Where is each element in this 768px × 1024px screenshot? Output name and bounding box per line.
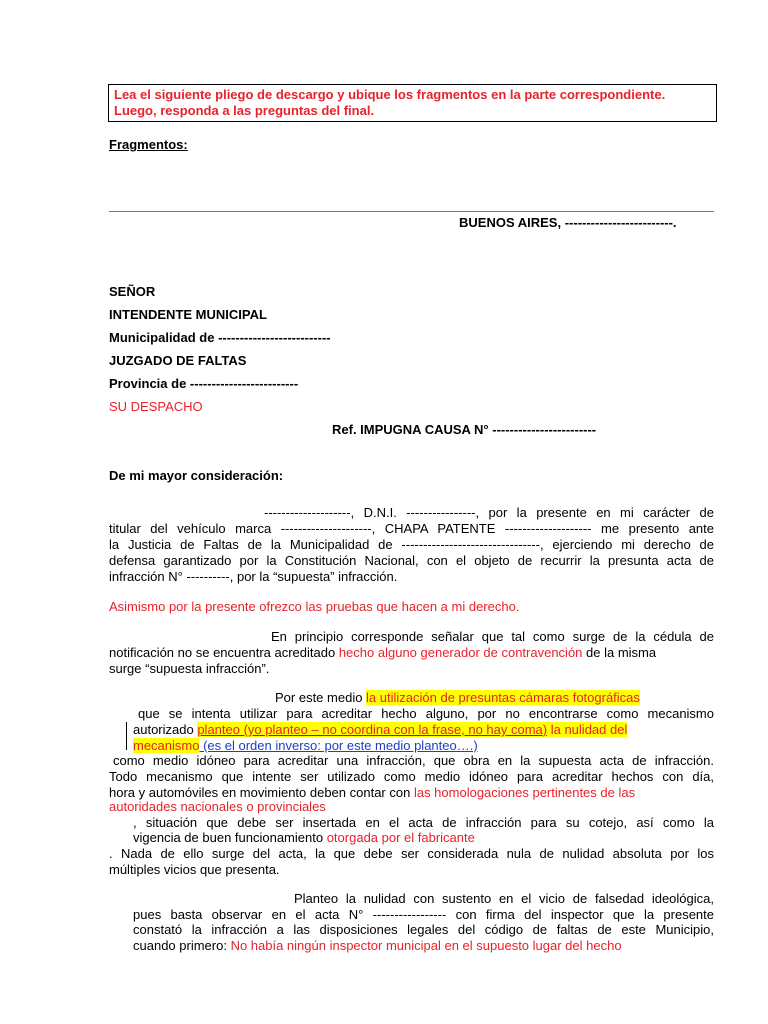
- p5-line-3: constató la infracción a las disposiciones legales del código de faltas de este Municipio,: [133, 922, 714, 937]
- p4-fragment-fabricante: otorgada por el fabricante: [326, 830, 475, 845]
- address-juzgado: JUZGADO DE FALTAS: [109, 353, 247, 368]
- address-provincia: Provincia de -------------------------: [109, 376, 299, 391]
- date-line: BUENOS AIRES, -------------------------.: [459, 215, 677, 230]
- p4-annotation-planteo: planteo (yo planteo – no coordina con la frase, no hay coma): [197, 722, 548, 737]
- salutation: De mi mayor consideración:: [109, 468, 284, 483]
- p1-line-3: la Justicia de Faltas de la Municipalidad de --------------------------------, ejerciendo mi derecho de: [109, 537, 714, 552]
- p3-fragment-hecho: hecho alguno generador de contravención: [338, 645, 583, 660]
- p4-line-3: [133, 722, 627, 737]
- p4-line-11: . Nada de ello surge del acta, la que debe ser considerada nula de nulidad absoluta por los: [109, 846, 714, 861]
- p4-line-3-c: la nulidad del: [547, 722, 628, 737]
- p4-fragment-homologaciones: las homologaciones pertinentes de las: [413, 785, 636, 800]
- p5-line-4-a: cuando primero:: [133, 938, 231, 953]
- p3-line-2-c: de la misma: [582, 645, 657, 660]
- p5-line-1: Planteo la nulidad con sustento en el vicio de falsedad ideológica,: [294, 891, 714, 906]
- p4-line-1-a: Por este medio: [275, 690, 367, 705]
- address-senor: SEÑOR: [109, 284, 156, 299]
- p4-line-2: que se intenta utilizar para acreditar hecho alguno, por no encontrarse como mecanismo: [138, 706, 714, 721]
- p3-line-1: En principio corresponde señalar que tal como surge de la cédula de: [271, 629, 714, 644]
- reference-line: Ref. IMPUGNA CAUSA N° ------------------------: [332, 422, 597, 437]
- p4-line-7: [109, 785, 635, 800]
- p3-line-2: [109, 645, 656, 660]
- p4-line-3-a: autorizado: [133, 722, 198, 737]
- p4-fragment-camaras: la utilización de presuntas cámaras fotográficas: [366, 690, 640, 705]
- p4-line-5: como medio idóneo para acreditar una infracción, que obra en la supuesta acta de infracción.: [113, 753, 714, 768]
- p5-line-2: pues basta observar en el acta N° ----------------- con firma del inspector que la presente: [133, 907, 714, 922]
- horizontal-rule: [109, 211, 714, 212]
- p4-line-7-a: hora y automóviles en movimiento deben contar con: [109, 785, 414, 800]
- p4-line-9: , situación que debe ser insertada en el acta de infracción para su cotejo, así como la: [133, 815, 714, 830]
- p1-line-4: defensa garantizado por la Constitución Nacional, con el objeto de recurrir la presunta acta de: [109, 553, 714, 568]
- p4-line-10: [133, 830, 475, 845]
- p1-line-1: --------------------, D.N.I. ----------------, por la presente en mi carácter de: [264, 505, 714, 520]
- p4-line-10-a: vigencia de buen funcionamiento: [133, 830, 327, 845]
- p4-line-6: Todo mecanismo que intente ser utilizado como medio idóneo para acreditar hechos con día,: [109, 769, 714, 784]
- p5-fragment-inspector: No había ningún inspector municipal en el supuesto lugar del hecho: [230, 938, 622, 953]
- p3-line-3: surge “supuesta infracción”.: [109, 661, 270, 676]
- p4-line-12: múltiples vicios que presenta.: [109, 862, 280, 877]
- p4-annotation-orden: (es el orden inverso: por este medio planteo….): [199, 738, 478, 753]
- p4-line-4-a: mecanismo: [133, 738, 200, 753]
- p1-line-2: titular del vehículo marca ---------------------, CHAPA PATENTE -------------------- me presento ante: [109, 521, 714, 536]
- p1-line-5: infracción N° ----------, por la “supuesta” infracción.: [109, 569, 398, 584]
- instruction-box: [108, 84, 717, 122]
- instruction-line-1: Lea el siguiente pliego de descargo y ubique los fragmentos en la parte correspondiente.: [114, 87, 666, 102]
- text-cursor: [126, 722, 127, 750]
- p3-line-2-a: notificación no se encuentra acreditado: [109, 645, 339, 660]
- p4-line-8: autoridades nacionales o provinciales: [109, 799, 326, 814]
- p4-line-1: [275, 690, 640, 705]
- address-intendente: INTENDENTE MUNICIPAL: [109, 307, 267, 322]
- p5-line-4: [133, 938, 622, 953]
- address-despacho: SU DESPACHO: [109, 399, 203, 414]
- p2-line: Asimismo por la presente ofrezco las pruebas que hacen a mi derecho.: [109, 599, 520, 614]
- fragments-heading: Fragmentos:: [109, 137, 188, 152]
- p4-line-4: [133, 738, 478, 753]
- address-municipalidad: Municipalidad de --------------------------: [109, 330, 331, 345]
- instruction-line-2: Luego, responda a las preguntas del final.: [114, 103, 375, 118]
